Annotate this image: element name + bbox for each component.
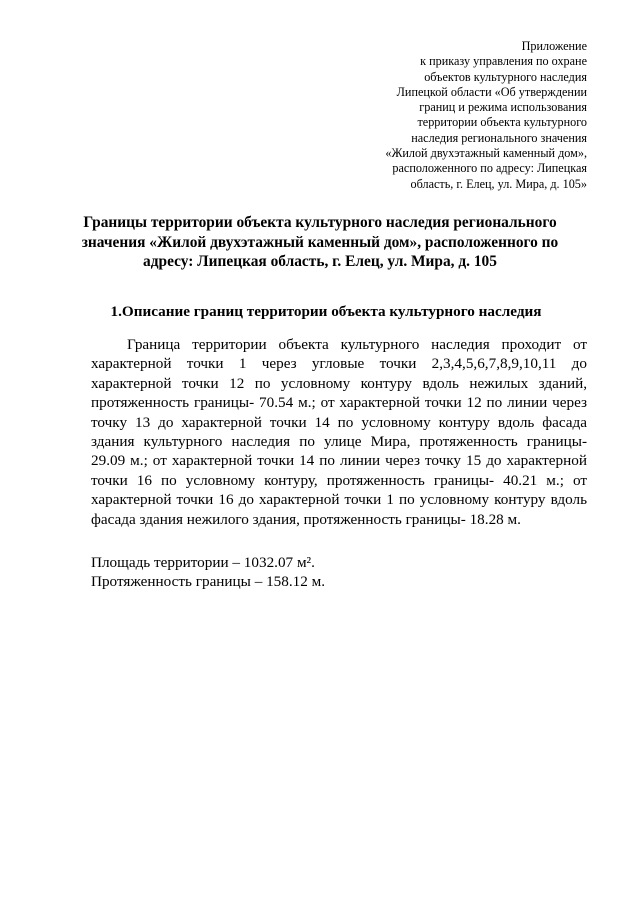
territory-summary xyxy=(91,553,587,592)
boundary-description-paragraph xyxy=(91,335,587,529)
appendix-line: область, г. Елец, ул. Мира, д. 105» xyxy=(410,176,587,191)
paragraph-line: фасада здания нежилого здания, протяженность границы- 18.28 м. xyxy=(91,510,521,528)
paragraph-line: точки 16 по условному контуру, протяженность границы- 40.21 м.; от xyxy=(91,471,587,489)
appendix-line: Приложение xyxy=(521,39,587,53)
appendix-line: территории объекта культурного xyxy=(417,115,587,130)
appendix-header xyxy=(327,39,587,192)
appendix-line: объектов культурного наследия xyxy=(424,69,587,84)
paragraph-line: здания культурного наследия по улице Мира, протяженность границы- xyxy=(91,432,587,450)
paragraph-line: характерной точки 12 по условному контуру вдоль нежилых зданий, xyxy=(91,374,587,392)
title-line: адресу: Липецкая область, г. Елец, ул. Мира, д. 105 xyxy=(143,253,497,270)
paragraph-line: характерной точки 16 до характерной точки 1 по условному контуру вдоль xyxy=(91,491,587,509)
paragraph-line: протяженность границы- 70.54 м.; от характерной точки 12 по линии через xyxy=(91,394,587,412)
appendix-line: Липецкой области «Об утверждении xyxy=(396,84,587,99)
paragraph-line: 29.09 м.; от характерной точки 14 по линии через точку 15 до характерной xyxy=(91,452,587,470)
paragraph-line: характерной точки 1 через угловые точки 2,3,4,5,6,7,8,9,10,11 до xyxy=(91,355,587,373)
section-heading: 1.Описание границ территории объекта культурного наследия xyxy=(110,303,542,320)
title-line: Границы территории объекта культурного наследия регионального xyxy=(83,214,557,231)
paragraph-line: Граница территории объекта культурного наследия проходит от xyxy=(127,336,587,353)
appendix-line: расположенного по адресу: Липецкая xyxy=(392,161,587,176)
title-line: значения «Жилой двухэтажный каменный дом», расположенного по xyxy=(81,233,559,251)
appendix-line: границ и режима использования xyxy=(419,100,587,115)
appendix-line: «Жилой двухэтажный каменный дом», xyxy=(385,146,587,161)
appendix-line: к приказу управления по охране xyxy=(420,54,587,69)
appendix-line: наследия регионального значения xyxy=(411,130,587,145)
paragraph-line: точку 13 до характерной точки 14 по условному контуру вдоль фасада xyxy=(91,413,587,431)
document-title xyxy=(60,213,580,272)
boundary-length: Протяженность границы – 158.12 м. xyxy=(91,573,326,591)
territory-area: Площадь территории – 1032.07 м². xyxy=(91,554,315,571)
